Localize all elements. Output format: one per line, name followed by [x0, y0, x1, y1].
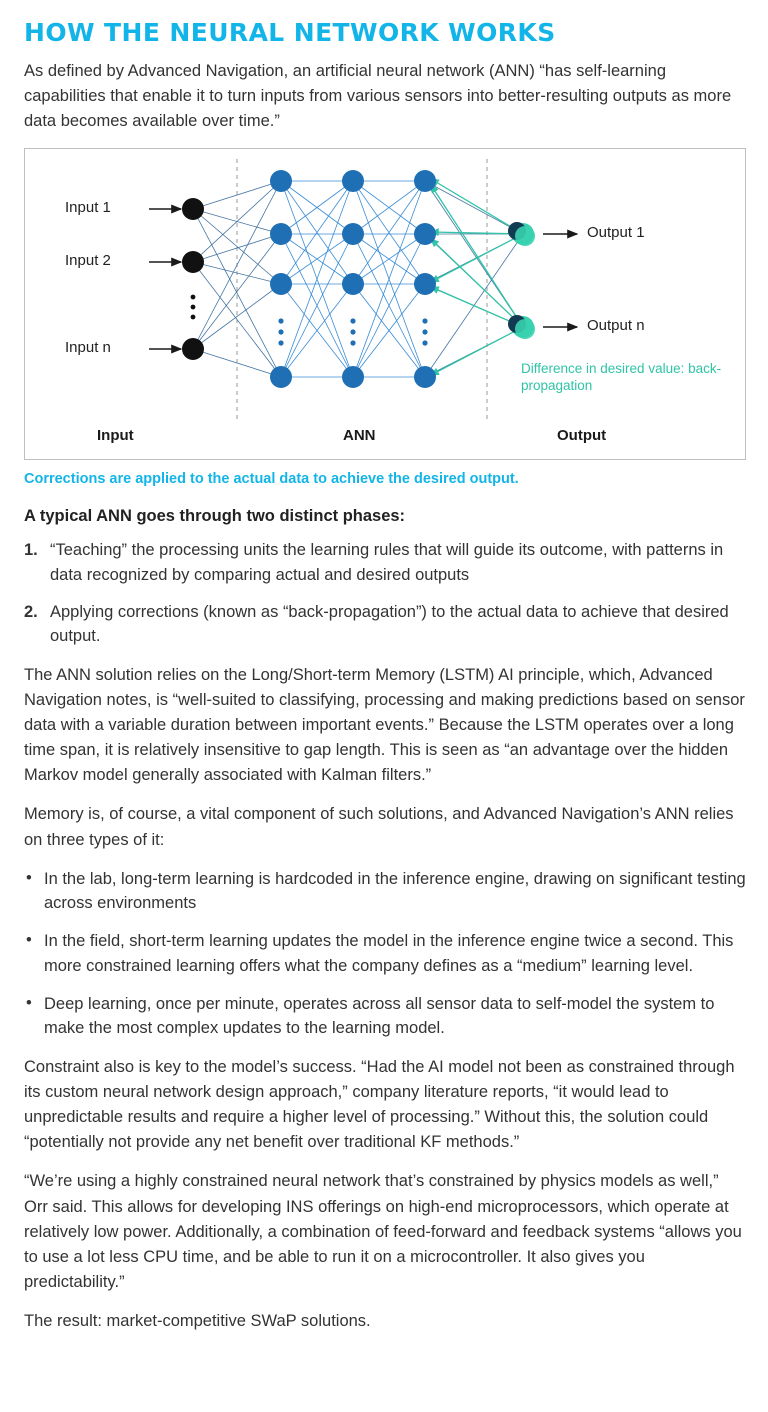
lstm-paragraph: The ANN solution relies on the Long/Short-term Memory (LSTM) AI principle, which, Advanced Navigation notes, is “well-suited to classifying, processing and making predictions based on sensor data with a variable duration between important events.” Because the LSTM operates over a long time span, it is relatively insensitive to gap length. This is seen as “an advantage over the hidden Markov model generally associated with Kalman filters.”: [24, 666, 745, 785]
phases-subheading: A typical ANN goes through two distinct phases:: [24, 507, 406, 526]
figure-input-1-label: Input 1: [65, 199, 111, 217]
list-item: [24, 992, 746, 1042]
bullet-icon: •: [26, 868, 32, 887]
list-item: [24, 929, 746, 979]
phases-list: [24, 538, 746, 649]
memory-type-text: Deep learning, once per minute, operates across all sensor data to self-model the system to make the most complex updates to the learning model.: [44, 994, 715, 1038]
page-title: HOW THE NEURAL NETWORK WORKS: [24, 18, 556, 47]
intro-paragraph: As defined by Advanced Navigation, an artificial neural network (ANN) “has self-learning capabilities that enable it to turn inputs from various sensors into better-resulting outputs as more data becomes available over time.”: [24, 62, 732, 131]
memory-types-list: [24, 867, 746, 1042]
phase-number: 2.: [24, 602, 38, 621]
phase-text: Applying corrections (known as “back-propagation”) to the actual data to achieve that desired output.: [50, 602, 729, 646]
memory-type-text: In the lab, long-term learning is hardcoded in the inference engine, drawing on significant testing across environments: [44, 869, 746, 913]
figure-caption: Corrections are applied to the actual data to achieve the desired output.: [24, 471, 519, 488]
figure-column-label-ann: ANN: [343, 427, 376, 445]
list-item: [24, 867, 746, 917]
bullet-icon: •: [26, 993, 32, 1012]
phase-text: “Teaching” the processing units the learning rules that will guide its outcome, with patterns in data recognized by comparing actual and desired outputs: [50, 541, 724, 584]
phase-number: 1.: [24, 541, 38, 560]
result-paragraph: The result: market-competitive SWaP solutions.: [24, 1311, 371, 1330]
neural-network-diagram: [24, 148, 746, 460]
memory-intro-paragraph: Memory is, of course, a vital component of such solutions, and Advanced Navigation’s ANN relies on three types of it:: [24, 805, 734, 849]
bullet-icon: •: [26, 931, 32, 950]
constraint-paragraph: Constraint also is key to the model’s success. “Had the AI model not been as constrained through its custom neural network design approach,” company literature reports, “it would lead to unpredictable results and require a higher level of processing.” Without this, the solution could “potentially not provide any net benefit over traditional KF methods.”: [24, 1058, 735, 1152]
figure-input-2-label: Input 2: [65, 252, 111, 270]
figure-column-label-output: Output: [557, 427, 607, 445]
back-propagation-annotation: Difference in desired value: back-propagation: [521, 361, 722, 394]
figure-output-n-label: Output n: [587, 317, 645, 335]
figure-input-n-label: Input n: [65, 339, 111, 357]
figure-column-label-input: Input: [97, 427, 134, 445]
list-item: [24, 600, 746, 650]
list-item: [24, 538, 746, 588]
neural-network-svg: [25, 149, 745, 459]
quote-paragraph: “We’re using a highly constrained neural network that’s constrained by physics models as well,” Orr said. This allows for developing INS offerings on high-end microprocessors, which operate at relatively low power. Additionally, a combination of feed-forward and feedback systems “allows you to use a lot less CPU time, and be able to run it on a microcontroller. It also gives you predictability.”: [24, 1172, 742, 1291]
figure-output-1-label: Output 1: [587, 224, 645, 242]
memory-type-text: In the field, short-term learning updates the model in the inference engine twice a second. This more constrained learning offers what the company defines as a “medium” learning level.: [44, 932, 734, 975]
